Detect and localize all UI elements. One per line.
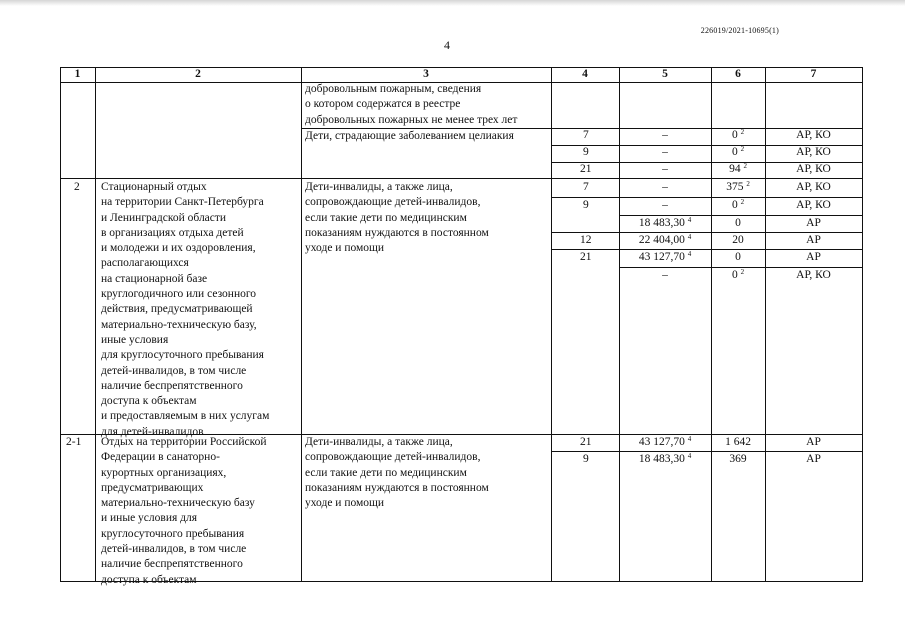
table-cell: доступа к объектам <box>101 573 197 586</box>
table-cell: доступа к объектам <box>101 395 197 408</box>
table-cell: детей-инвалидов, в том числе <box>101 364 247 377</box>
table-cell: уходе и помощи <box>305 497 385 510</box>
table-cell: и молодежи и их оздоровления, <box>101 242 256 255</box>
table-cell: АР <box>806 453 821 465</box>
table-cell: в организациях отдыха детей <box>101 226 244 239</box>
table-cell: и предоставляемым в них услугам <box>101 410 270 423</box>
table-cell: детей-инвалидов, в том числе <box>101 543 247 556</box>
table-cell: сопровождающие детей-инвалидов, <box>305 196 481 209</box>
section-2-1-number: 2-1 <box>66 436 82 448</box>
table-cell: АР <box>806 234 821 246</box>
table-cell: 7 <box>583 181 589 193</box>
table-cell: 18 483,30 <box>638 453 685 465</box>
table-cell: 4 <box>687 250 692 258</box>
table-cell: – <box>662 199 668 211</box>
section-2-description <box>101 180 269 440</box>
table-cell: 21 <box>580 163 592 175</box>
table-cell: 12 <box>580 234 592 246</box>
table-cell: 9 <box>583 453 589 465</box>
column-header-7: 7 <box>810 68 817 80</box>
table-cell: 18 483,30 <box>638 217 685 229</box>
table-cell: уходе и помощи <box>305 242 385 255</box>
column-header-6: 6 <box>735 68 741 80</box>
table-cell: 375 <box>726 181 744 193</box>
table-cell: 9 <box>583 146 589 158</box>
table-cell: 1 642 <box>725 436 751 448</box>
table-cell: на территории Санкт-Петербурга <box>101 196 264 209</box>
table-cell: Дети-инвалиды, а также лица, <box>305 436 453 448</box>
table-cell: 7 <box>583 129 589 141</box>
table-cell: АР <box>806 251 821 263</box>
table-cell: 4 <box>687 452 692 460</box>
table-cell: Отдых на территории Российской <box>101 436 267 448</box>
table-cell: 2 <box>740 198 745 206</box>
table-cell: АР, КО <box>796 181 831 193</box>
table-cell: – <box>662 129 668 141</box>
table-cell: АР <box>806 436 821 448</box>
table-cell: 369 <box>729 453 747 465</box>
table-cell: предусматривающих <box>101 481 204 494</box>
table-cell: показаниям нуждаются в постоянном <box>305 481 489 494</box>
table-cell: – <box>662 269 668 281</box>
table-cell: действия, предусматривающей <box>101 303 253 316</box>
column-header-4: 4 <box>582 68 588 80</box>
table-cell: 43 127,70 <box>638 436 685 448</box>
page-number: 4 <box>444 38 450 52</box>
table-cell: АР <box>806 217 821 229</box>
table-cell: если такие дети по медицинским <box>305 466 467 479</box>
table-cell: 21 <box>580 251 592 263</box>
table-cell: АР, КО <box>796 269 831 281</box>
table-cell: 4 <box>687 233 692 241</box>
table-cell: 2 <box>746 180 750 188</box>
table-cell: АР, КО <box>796 146 831 158</box>
table-cell: АР, КО <box>796 199 831 211</box>
table-cell: сопровождающие детей-инвалидов, <box>305 451 481 464</box>
column-header-5: 5 <box>662 68 668 80</box>
table-cell: 0 <box>731 269 738 281</box>
table-cell: о котором содержатся в реестре <box>305 98 461 111</box>
table-cell: 0 <box>731 199 738 211</box>
table-cell: 0 <box>735 251 741 263</box>
column-header-2: 2 <box>195 68 201 80</box>
table-cell: материально-техническую базу, <box>101 318 257 331</box>
section-2-1-description <box>101 435 267 588</box>
table-cell: для круглосуточного пребывания <box>101 349 264 362</box>
table-cell: и иные условия для <box>101 512 198 525</box>
table-cell: – <box>662 163 668 175</box>
table-cell: для детей-инвалидов <box>101 425 204 438</box>
table-cell: Дети-инвалиды, а также лица, <box>305 181 453 193</box>
section-2-recipients <box>305 180 489 256</box>
table-cell: добровольных пожарных не менее трех лет <box>305 113 518 126</box>
table-cell: 22 404,00 <box>638 234 685 246</box>
table-cell: 2 <box>743 162 747 170</box>
table-cell: показаниям нуждаются в постоянном <box>305 226 489 239</box>
table-cell: 2 <box>740 128 745 136</box>
table-cell: Стационарный отдых <box>101 181 207 193</box>
table-cell: 2 <box>740 268 745 276</box>
table-cell: курортных организациях, <box>101 466 227 479</box>
table-cell: если такие дети по медицинским <box>305 211 467 224</box>
continuation-col3-text <box>305 82 517 128</box>
table-cell: 4 <box>687 435 692 443</box>
document-number: 226019/2021-10695(1) <box>700 26 779 35</box>
table-cell: иные условия <box>101 333 169 346</box>
table-cell: и Ленинградской области <box>101 211 227 224</box>
table-cell: располагающихся <box>101 257 189 270</box>
table-cell: АР, КО <box>796 129 831 141</box>
table-cell: Федерации в санаторно- <box>101 451 220 464</box>
table-cell: круглосуточного пребывания <box>101 527 245 540</box>
table-cell: АР, КО <box>796 163 831 175</box>
table-cell: 94 <box>729 163 741 175</box>
table-cell: 21 <box>580 436 592 448</box>
column-header-3: 3 <box>423 68 429 80</box>
table-cell: наличие беспрепятственного <box>101 379 243 392</box>
table-cell: 0 <box>731 146 738 158</box>
table-cell: 4 <box>687 216 692 224</box>
table-cell: добровольным пожарным, сведения <box>305 83 482 95</box>
scan-edge-shading <box>0 0 905 6</box>
table-cell: – <box>662 181 668 193</box>
table-cell: круглогодичного или сезонного <box>101 288 257 301</box>
table-cell: 0 <box>731 129 738 141</box>
table-cell: – <box>662 146 668 158</box>
table-cell: 43 127,70 <box>638 251 685 263</box>
section-2-number: 2 <box>74 181 80 193</box>
section-2-1-recipients <box>305 435 489 511</box>
table-cell: 9 <box>583 199 589 211</box>
table-cell: 20 <box>732 234 744 246</box>
column-header-1: 1 <box>74 68 81 80</box>
table-cell: наличие беспрепятственного <box>101 558 243 571</box>
table-cell: материально-техническую базу <box>101 497 255 510</box>
celiac-group-label: Дети, страдающие заболеванием целиакия <box>305 130 514 142</box>
table-cell: 2 <box>740 145 745 153</box>
table-cell: на стационарной базе <box>101 272 208 285</box>
table-cell: 0 <box>735 217 741 229</box>
